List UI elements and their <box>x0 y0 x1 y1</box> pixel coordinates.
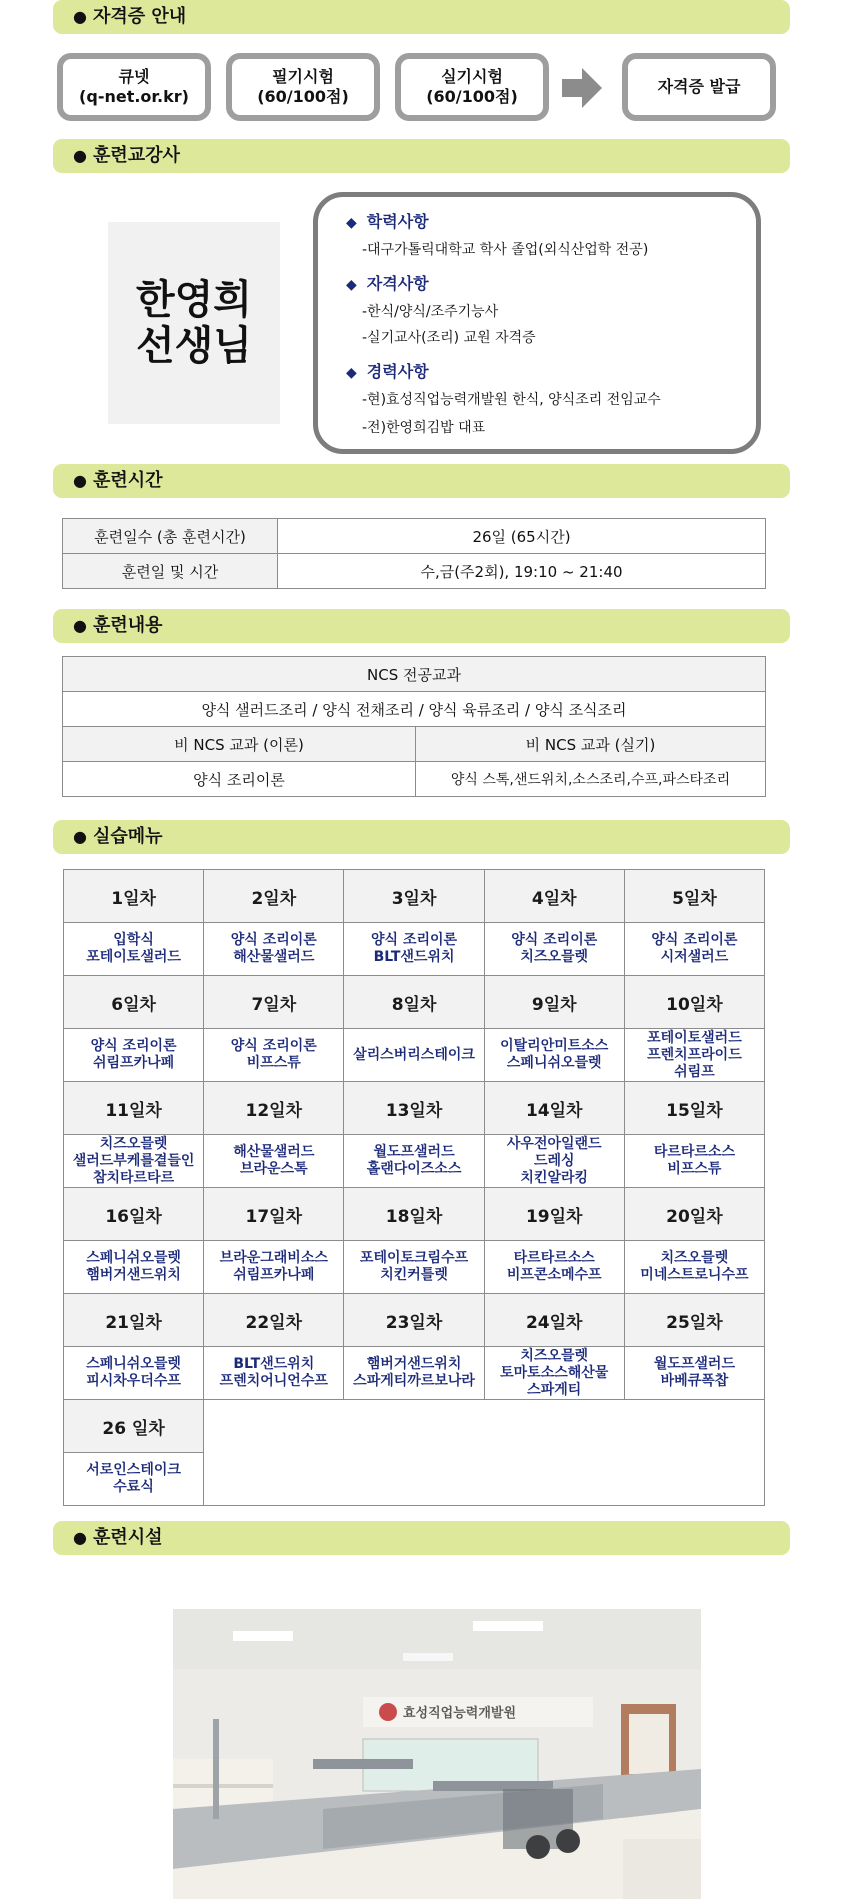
menu-dish-line: 양식 조리이론 <box>651 932 738 948</box>
arrow-right-icon <box>562 68 604 108</box>
menu-dish-cell <box>484 923 624 976</box>
instructor-profile <box>313 192 761 454</box>
menu-dish-line: 해산물샐러드 <box>233 949 315 965</box>
menu-day-cell: 6일차 <box>64 976 204 1029</box>
section-header-facility: ● 훈련시설 <box>53 1521 790 1555</box>
menu-dish-cell <box>344 923 484 976</box>
menu-day-cell: 8일차 <box>344 976 484 1029</box>
menu-dish-cell <box>64 923 204 976</box>
menu-dish-line: 치킨커틀렛 <box>380 1267 448 1283</box>
menu-day-cell: 20일차 <box>624 1188 764 1241</box>
menu-dish-cell <box>64 1241 204 1294</box>
menu-dish-line: 프렌치어니언수프 <box>219 1373 328 1389</box>
menu-dish-line: 홀랜다이즈소스 <box>366 1161 462 1177</box>
course-table <box>62 656 766 797</box>
menu-dish-line: 스페니쉬오믈렛 <box>506 1055 602 1071</box>
menu-dish-line: 쉬림프카나페 <box>93 1055 175 1071</box>
section-header-menu: ● 실습메뉴 <box>53 820 790 854</box>
menu-day-cell: 12일차 <box>204 1082 344 1135</box>
ncs-header: NCS 전공교과 <box>63 657 766 692</box>
menu-dish-cell <box>344 1347 484 1400</box>
practice-menu-table <box>63 869 765 1506</box>
schedule-value: 수,금(주2회), 19:10 ~ 21:40 <box>278 554 766 589</box>
menu-day-cell: 14일차 <box>484 1082 624 1135</box>
menu-dish-cell <box>344 1241 484 1294</box>
menu-dish-cell <box>64 1029 204 1082</box>
menu-dish-line: 샐러드부케를곁들인 <box>72 1152 195 1169</box>
license-item: -실기교사(조리) 교원 자격증 <box>362 330 536 346</box>
menu-day-cell: 10일차 <box>624 976 764 1029</box>
menu-dish-cell <box>624 1241 764 1294</box>
menu-dish-cell <box>624 1135 764 1188</box>
menu-day-cell: 26 일차 <box>64 1400 204 1453</box>
menu-dish-line: 프렌치프라이드 <box>647 1046 742 1063</box>
cert-step-practical-exam: 실기시험 (60/100점) <box>395 53 549 121</box>
menu-dish-line: 타르타르소스 <box>653 1144 735 1160</box>
menu-dish-line: 쉬림프 <box>674 1063 715 1080</box>
menu-dish-line: BLT샌드위치 <box>373 949 455 965</box>
menu-dish-line: 스페니쉬오믈렛 <box>86 1250 181 1266</box>
menu-dish-line: 치즈오믈렛 <box>660 1250 729 1266</box>
menu-dish-line: 드레싱 <box>533 1152 575 1169</box>
menu-dish-line: 쉬림프카나페 <box>233 1267 315 1283</box>
menu-dish-line: 포테이토샐러드 <box>86 949 181 965</box>
menu-dish-line: 치즈오믈렛 <box>99 1135 168 1152</box>
menu-dish-line: 피시차우더수프 <box>86 1373 181 1389</box>
instructor-name-card: 한영희 선생님 <box>108 222 280 424</box>
menu-day-cell: 23일차 <box>344 1294 484 1347</box>
non-ncs-practice: 양식 스톡,샌드위치,소스조리,수프,파스타조리 <box>416 762 766 797</box>
schedule-label: 훈련일 및 시간 <box>63 554 278 589</box>
license-heading: ◆ 자격사항 <box>346 274 429 293</box>
menu-dish-line: 양식 조리이론 <box>230 932 317 948</box>
section-header-instructor: ● 훈련교강사 <box>53 139 790 173</box>
menu-day-cell: 25일차 <box>624 1294 764 1347</box>
menu-day-cell: 15일차 <box>624 1082 764 1135</box>
menu-dish-line: 사우전아일랜드 <box>506 1135 602 1152</box>
menu-dish-cell <box>344 1029 484 1082</box>
menu-dish-line: 브라운스톡 <box>239 1161 308 1177</box>
menu-dish-line: 참치타르타르 <box>93 1169 175 1186</box>
menu-day-cell: 16일차 <box>64 1188 204 1241</box>
menu-dish-line: 브라운그래비소스 <box>219 1250 328 1266</box>
facility-photo <box>173 1609 701 1899</box>
menu-dish-line: 포테이토샐러드 <box>647 1029 742 1046</box>
menu-dish-cell <box>64 1135 204 1188</box>
non-ncs-theory-header: 비 NCS 교과 (이론) <box>63 727 416 762</box>
menu-dish-cell <box>484 1029 624 1082</box>
menu-day-cell: 5일차 <box>624 870 764 923</box>
education-heading: ◆ 학력사항 <box>346 212 429 231</box>
menu-dish-line: 양식 조리이론 <box>90 1038 177 1054</box>
menu-dish-cell <box>64 1453 204 1506</box>
menu-dish-line: 바베큐폭찹 <box>660 1373 729 1389</box>
menu-dish-line: 서로인스테이크 <box>86 1462 181 1478</box>
menu-day-cell: 17일차 <box>204 1188 344 1241</box>
cert-step-issue: 자격증 발급 <box>622 53 776 121</box>
menu-dish-line: 비프콘소메수프 <box>506 1267 602 1283</box>
menu-empty-area <box>204 1400 765 1506</box>
menu-day-cell: 24일차 <box>484 1294 624 1347</box>
menu-dish-line: 스파게티 <box>527 1381 582 1398</box>
menu-day-cell: 22일차 <box>204 1294 344 1347</box>
menu-dish-line: 비프스튜 <box>246 1055 301 1071</box>
menu-dish-line: 시저샐러드 <box>660 949 729 965</box>
menu-day-cell: 11일차 <box>64 1082 204 1135</box>
kitchen-illustration <box>173 1609 701 1899</box>
menu-dish-line: 스파게티까르보나라 <box>353 1373 475 1389</box>
menu-dish-cell <box>204 923 344 976</box>
menu-dish-line: BLT샌드위치 <box>233 1356 315 1372</box>
schedule-table <box>62 518 766 589</box>
menu-dish-line: 햄버거샌드위치 <box>86 1267 181 1283</box>
section-header-cert: ● 자격증 안내 <box>53 0 790 34</box>
menu-dish-line: 해산물샐러드 <box>233 1144 315 1160</box>
section-header-time: ● 훈련시간 <box>53 464 790 498</box>
menu-dish-line: 월도프샐러드 <box>653 1356 735 1372</box>
schedule-value: 26일 (65시간) <box>278 519 766 554</box>
cert-step-qnet: 큐넷 (q-net.or.kr) <box>57 53 211 121</box>
ncs-subjects: 양식 샐러드조리 / 양식 전채조리 / 양식 육류조리 / 양식 조식조리 <box>63 692 766 727</box>
menu-dish-cell <box>484 1135 624 1188</box>
menu-dish-line: 비프스튜 <box>667 1161 722 1177</box>
menu-dish-line: 토마토소스해산물 <box>500 1364 609 1381</box>
facility-sign: 효성직업능력개발원 <box>403 1706 517 1721</box>
menu-dish-cell <box>344 1135 484 1188</box>
menu-day-cell: 13일차 <box>344 1082 484 1135</box>
menu-dish-line: 양식 조리이론 <box>230 1038 317 1054</box>
menu-day-cell: 18일차 <box>344 1188 484 1241</box>
menu-dish-cell <box>204 1241 344 1294</box>
menu-dish-line: 입학식 <box>113 932 154 948</box>
menu-dish-line: 양식 조리이론 <box>511 932 598 948</box>
menu-dish-line: 치즈오믈렛 <box>520 949 589 965</box>
menu-dish-line: 치킨알라킹 <box>520 1169 589 1186</box>
diamond-bullet-icon: ◆ <box>346 215 357 231</box>
menu-dish-cell <box>204 1135 344 1188</box>
menu-day-cell: 9일차 <box>484 976 624 1029</box>
menu-day-cell: 19일차 <box>484 1188 624 1241</box>
schedule-label: 훈련일수 (총 훈련시간) <box>63 519 278 554</box>
menu-dish-line: 살리스버리스테이크 <box>353 1046 475 1063</box>
non-ncs-theory: 양식 조리이론 <box>63 762 416 797</box>
career-heading: ◆ 경력사항 <box>346 362 429 381</box>
license-item: -한식/양식/조주기능사 <box>362 304 499 320</box>
menu-day-cell: 21일차 <box>64 1294 204 1347</box>
menu-dish-line: 스페니쉬오믈렛 <box>86 1356 181 1372</box>
menu-dish-cell <box>624 923 764 976</box>
menu-dish-line: 미네스트로니수프 <box>640 1267 749 1283</box>
menu-dish-line: 양식 조리이론 <box>371 932 458 948</box>
menu-dish-cell <box>204 1347 344 1400</box>
menu-dish-line: 이탈리안미트소스 <box>500 1038 609 1054</box>
menu-dish-cell <box>624 1029 764 1082</box>
career-item: -전)한영희김밥 대표 <box>362 420 486 436</box>
diamond-bullet-icon: ◆ <box>346 365 357 381</box>
menu-dish-cell <box>624 1347 764 1400</box>
diamond-bullet-icon: ◆ <box>346 277 357 293</box>
menu-dish-line: 수료식 <box>113 1479 154 1495</box>
cert-step-written-exam: 필기시험 (60/100점) <box>226 53 380 121</box>
menu-day-cell: 2일차 <box>204 870 344 923</box>
menu-dish-line: 햄버거샌드위치 <box>366 1356 462 1372</box>
career-item: -현)효성직업능력개발원 한식, 양식조리 전임교수 <box>362 392 661 408</box>
menu-dish-line: 치즈오믈렛 <box>520 1347 589 1364</box>
section-header-content: ● 훈련내용 <box>53 609 790 643</box>
menu-dish-cell <box>204 1029 344 1082</box>
menu-dish-line: 포테이토크림수프 <box>359 1250 469 1266</box>
menu-dish-cell <box>484 1241 624 1294</box>
menu-dish-cell <box>484 1347 624 1400</box>
menu-day-cell: 4일차 <box>484 870 624 923</box>
menu-day-cell: 3일차 <box>344 870 484 923</box>
non-ncs-practice-header: 비 NCS 교과 (실기) <box>416 727 766 762</box>
menu-dish-cell <box>64 1347 204 1400</box>
menu-day-cell: 1일차 <box>64 870 204 923</box>
menu-day-cell: 7일차 <box>204 976 344 1029</box>
menu-dish-line: 월도프샐러드 <box>373 1144 455 1160</box>
education-item: -대구가톨릭대학교 학사 졸업(외식산업학 전공) <box>362 242 649 258</box>
menu-dish-line: 타르타르소스 <box>513 1250 595 1266</box>
